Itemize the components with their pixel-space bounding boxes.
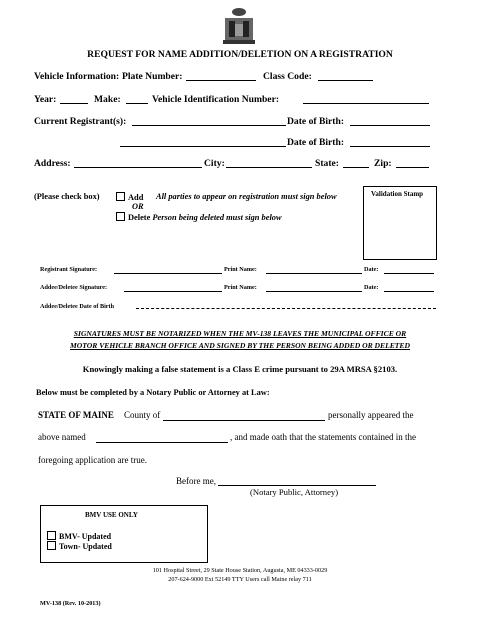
delete-note: Person being deleted must sign below [152, 213, 282, 222]
oath-text: , and made oath that the statements contained in the [230, 432, 416, 442]
state-seal [221, 6, 257, 46]
dob-1-label: Date of Birth: [287, 116, 345, 127]
plate-number-field[interactable] [186, 80, 256, 81]
addee-dob-label: Addee/Deletee Date of Birth [40, 303, 115, 310]
county-field[interactable] [163, 420, 325, 421]
state-of-maine: STATE OF MAINE [38, 410, 114, 420]
state-label: State: [315, 158, 339, 169]
addee-signature-label: Addee/Deletee Signature: [40, 284, 108, 291]
registrant-signature-field[interactable] [114, 273, 222, 274]
registrant-1-field[interactable] [132, 125, 286, 126]
dob-1-field[interactable] [350, 125, 430, 126]
delete-label: Delete [128, 213, 151, 222]
check-box-prompt: (Please check box) [34, 192, 100, 201]
town-updated-label: Town- Updated [59, 542, 112, 551]
delete-checkbox[interactable] [116, 212, 125, 221]
town-updated-option[interactable] [47, 541, 112, 551]
vehicle-info-label: Vehicle Information: [34, 71, 120, 82]
footer-address: 101 Hospital Street, 29 State House Station, Augusta, ME 04333-0029 [152, 567, 328, 574]
add-option[interactable] [116, 192, 143, 202]
add-checkbox[interactable] [116, 192, 125, 201]
date-1-field[interactable] [384, 273, 434, 274]
notary-caption: (Notary Public, Attorney) [250, 487, 339, 497]
zip-label: Zip: [374, 158, 392, 169]
print-name-1-label: Print Name: [224, 266, 257, 273]
before-me-label: Before me, [176, 476, 216, 486]
make-field[interactable] [126, 103, 148, 104]
above-named-label: above named [38, 432, 86, 442]
notarize-notice-line-1: SIGNATURES MUST BE NOTARIZED WHEN THE MV-138 LEAVES THE MUNICIPAL OFFICE OR [73, 329, 407, 338]
or-label: OR [132, 202, 144, 211]
addee-dob-field[interactable] [136, 308, 436, 309]
city-field[interactable] [226, 167, 312, 168]
dob-2-field[interactable] [350, 146, 430, 147]
validation-stamp-box [363, 186, 437, 260]
address-field[interactable] [74, 167, 202, 168]
bmv-use-only-title: BMV USE ONLY [85, 511, 138, 519]
above-named-field[interactable] [96, 442, 228, 443]
form-title: REQUEST FOR NAME ADDITION/DELETION ON A REGISTRATION [87, 49, 393, 60]
year-label: Year: [34, 94, 57, 105]
year-field[interactable] [60, 103, 88, 104]
print-name-1-field[interactable] [266, 273, 362, 274]
registrant-signature-label: Registrant Signature: [40, 266, 98, 273]
add-label: Add [128, 193, 144, 202]
make-label: Make: [94, 94, 121, 105]
bmv-use-only-box [40, 505, 208, 563]
date-2-label: Date: [364, 284, 379, 291]
false-statement-warning: Knowingly making a false statement is a Class E crime pursuant to 29A MRSA §2103. [82, 364, 398, 374]
plate-number-label: Plate Number: [122, 71, 183, 82]
town-updated-checkbox[interactable] [47, 541, 56, 550]
date-2-field[interactable] [384, 291, 434, 292]
zip-field[interactable] [396, 167, 429, 168]
state-field[interactable] [343, 167, 369, 168]
validation-stamp-label: Validation Stamp [371, 190, 424, 198]
print-name-2-label: Print Name: [224, 284, 257, 291]
delete-option[interactable] [116, 212, 282, 222]
add-note: All parties to appear on registration must sign below [156, 192, 337, 201]
class-code-label: Class Code: [263, 71, 312, 82]
dob-2-label: Date of Birth: [287, 137, 345, 148]
vin-field[interactable] [303, 103, 429, 104]
foregoing-text: foregoing application are true. [38, 455, 147, 465]
appeared-text: personally appeared the [328, 410, 414, 420]
form-id: MV-138 (Rev. 10-2013) [40, 600, 101, 607]
vin-label: Vehicle Identification Number: [152, 94, 280, 105]
print-name-2-field[interactable] [266, 291, 362, 292]
addee-signature-field[interactable] [124, 291, 222, 292]
notary-signature-field[interactable] [218, 485, 376, 486]
bmv-updated-checkbox[interactable] [47, 531, 56, 540]
footer-phone: 207-624-9000 Ext 52149 TTY Users call Maine relay 711 [168, 576, 312, 583]
address-label: Address: [34, 158, 71, 169]
current-registrant-label: Current Registrant(s): [34, 116, 127, 127]
bmv-updated-option[interactable] [47, 531, 111, 541]
county-of-label: County of [124, 410, 161, 420]
notary-heading: Below must be completed by a Notary Public or Attorney at Law: [36, 388, 270, 397]
class-code-field[interactable] [318, 80, 373, 81]
date-1-label: Date: [364, 266, 379, 273]
bmv-updated-label: BMV- Updated [59, 532, 112, 541]
notarize-notice-line-2: MOTOR VEHICLE BRANCH OFFICE AND SIGNED BY THE PERSON BEING ADDED OR DELETED [70, 341, 410, 350]
registrant-2-field[interactable] [120, 146, 286, 147]
city-label: City: [204, 158, 225, 169]
